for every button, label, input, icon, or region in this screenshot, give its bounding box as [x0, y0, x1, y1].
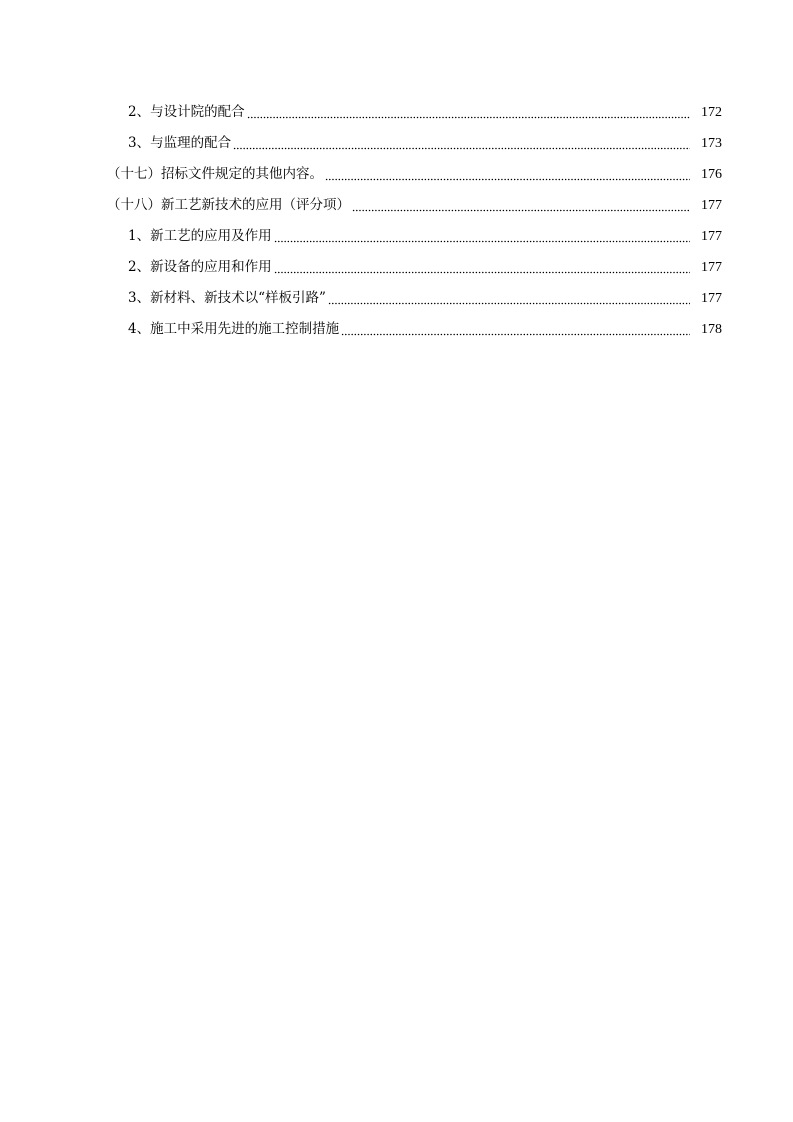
toc-entry[interactable]: [0, 190, 793, 221]
toc-entry-title: 3、与监理的配合: [128, 135, 232, 151]
toc-entry-title: 4、施工中采用先进的施工控制措施: [128, 321, 340, 337]
toc-entry-title: 2、与设计院的配合: [128, 104, 245, 120]
dot-leader: [233, 128, 690, 159]
dot-leader: [341, 314, 690, 345]
dot-leader: [274, 221, 690, 252]
toc-entry[interactable]: [0, 97, 793, 128]
toc-entry-title: 2、新设备的应用和作用: [128, 259, 272, 275]
toc-entry-page: 177: [701, 260, 722, 275]
toc-entry-title: 1、新工艺的应用及作用: [128, 228, 272, 244]
toc-entry-title: 3、新材料、新技术以“样板引路”: [128, 290, 326, 306]
toc-entry[interactable]: [0, 252, 793, 283]
toc-entry-title: （十七）招标文件规定的其他内容。: [107, 166, 323, 182]
dot-leader: [328, 283, 690, 314]
dot-leader: [247, 97, 690, 128]
toc-entry-page: 178: [701, 322, 722, 337]
toc-entry[interactable]: [0, 314, 793, 345]
toc-entry[interactable]: [0, 283, 793, 314]
dot-leader: [352, 190, 690, 221]
toc-entry-page: 177: [701, 198, 722, 213]
toc-entry-page: 172: [701, 105, 722, 120]
toc-entry-page: 173: [701, 136, 722, 151]
toc-entry-title: （十八）新工艺新技术的应用（评分项）: [107, 197, 350, 213]
toc-entry[interactable]: [0, 128, 793, 159]
toc-entry-page: 176: [701, 167, 722, 182]
table-of-contents: [0, 97, 793, 345]
dot-leader: [274, 252, 690, 283]
dot-leader: [325, 159, 690, 190]
toc-entry[interactable]: [0, 159, 793, 190]
toc-entry[interactable]: [0, 221, 793, 252]
toc-entry-page: 177: [701, 229, 722, 244]
toc-entry-page: 177: [701, 291, 722, 306]
